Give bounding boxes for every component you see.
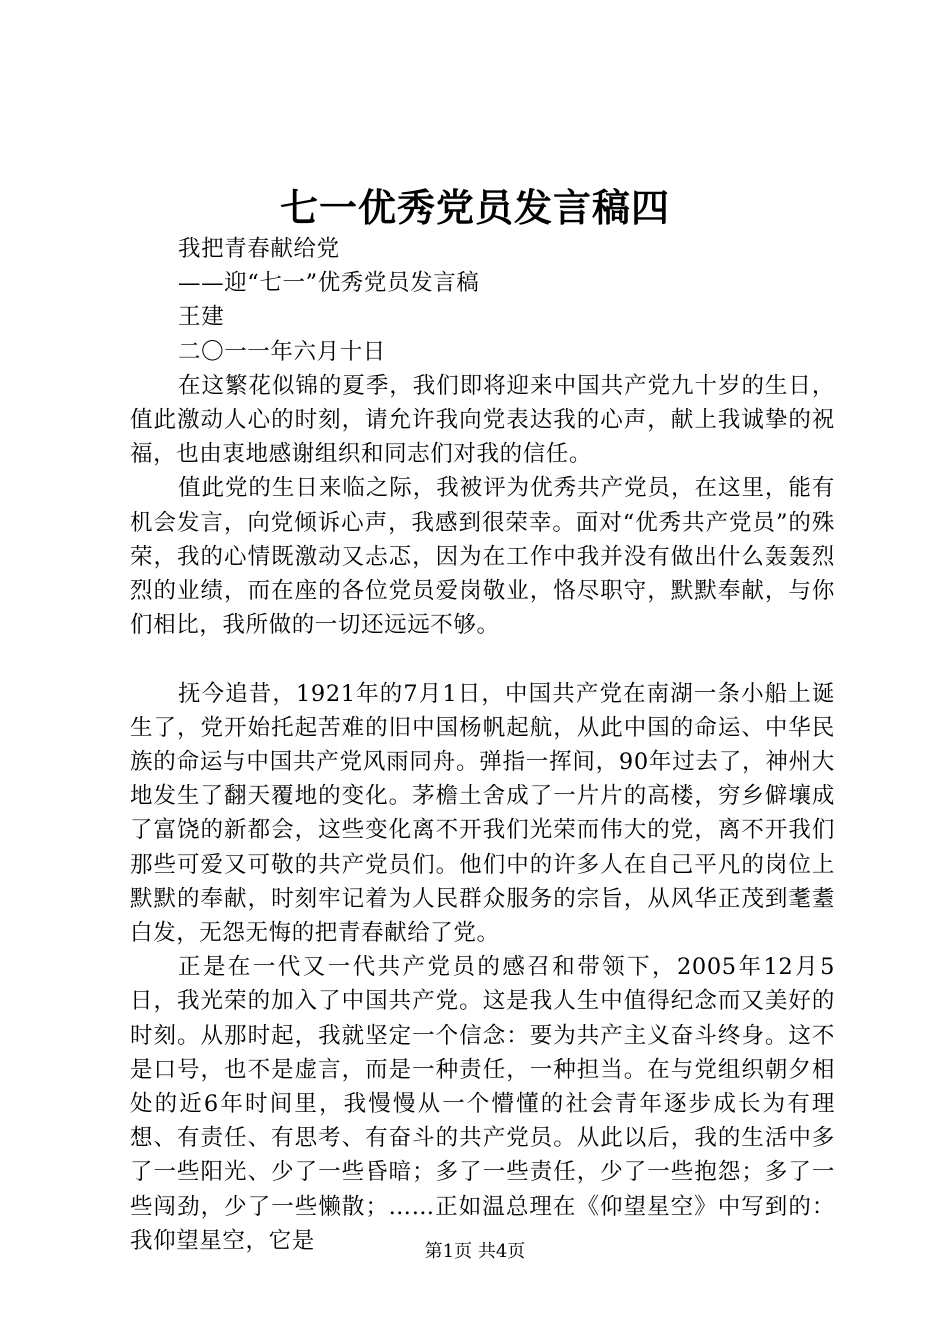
paragraph-3: 抚今追昔，1921年的7月1日，中国共产党在南湖一条小船上诞生了，党开始托起苦难的旧中国杨帆起航，从此中国的命运、中华民族的命运与中国共产党风雨同舟。弹指一挥间，90年过去了，神州大地发生了翻天覆地的变化。茅檐土舍成了一片片的高楼，穷乡僻壤成了富饶的新都会，这些变化离不开我们光荣而伟大的党，离不开我们那些可爱又可敬的共产党员们。他们中的许多人在自己平凡的岗位上默默的奉献，时刻牢记着为人民群众服务的宗旨，从风华正茂到耄耋白发，无怨无悔的把青春献给了党。: [130, 680, 835, 947]
speech-title-line: 我把青春献给党: [178, 236, 340, 262]
speech-date-line: 二〇一一年六月十日: [178, 338, 386, 365]
speech-subtitle-line: ——迎“七一”优秀党员发言稿: [178, 270, 480, 297]
document-title: 七一优秀党员发言稿四: [279, 185, 670, 230]
document-body: [130, 232, 835, 1258]
speaker-name-line: 王建: [178, 304, 225, 331]
paragraph-1: 在这繁花似锦的夏季，我们即将迎来中国共产党九十岁的生日，值此激动人心的时刻，请允许我向党表达我的心声，献上我诚挚的祝福，也由衷地感谢组织和同志们对我的信任。: [130, 372, 835, 468]
page-footer: 第1页 共4页: [424, 1241, 526, 1262]
paragraph-gap: [130, 642, 835, 676]
paragraph-4: 正是在一代又一代共产党员的感召和带领下，2005年12月5日，我光荣的加入了中国共产党。这是我人生中值得纪念而又美好的时刻。从那时起，我就坚定一个信念：要为共产主义奋斗终身。这不是口号，也不是虚言，而是一种责任，一种担当。在与党组织朝夕相处的近6年时间里，我慢慢从一个懵懂的社会青年逐步成长为有理想、有责任、有思考、有奋斗的共产党员。从此以后，我的生活中多了一些阳光、少了一些昏暗；多了一些责任，少了一些抱怨；多了一些闯劲，少了一些懒散；……正如温总理在《仰望星空》中写到的：我仰望星空，它是: [130, 954, 835, 1254]
paragraph-2: 值此党的生日来临之际，我被评为优秀共产党员，在这里，能有机会发言，向党倾诉心声，我感到很荣幸。面对“优秀共产党员”的殊荣，我的心情既激动又忐忑，因为在工作中我并没有做出什么轰轰烈烈的业绩，而在座的各位党员爱岗敬业，恪尽职守，默默奉献，与你们相比，我所做的一切还远远不够。: [130, 475, 835, 639]
